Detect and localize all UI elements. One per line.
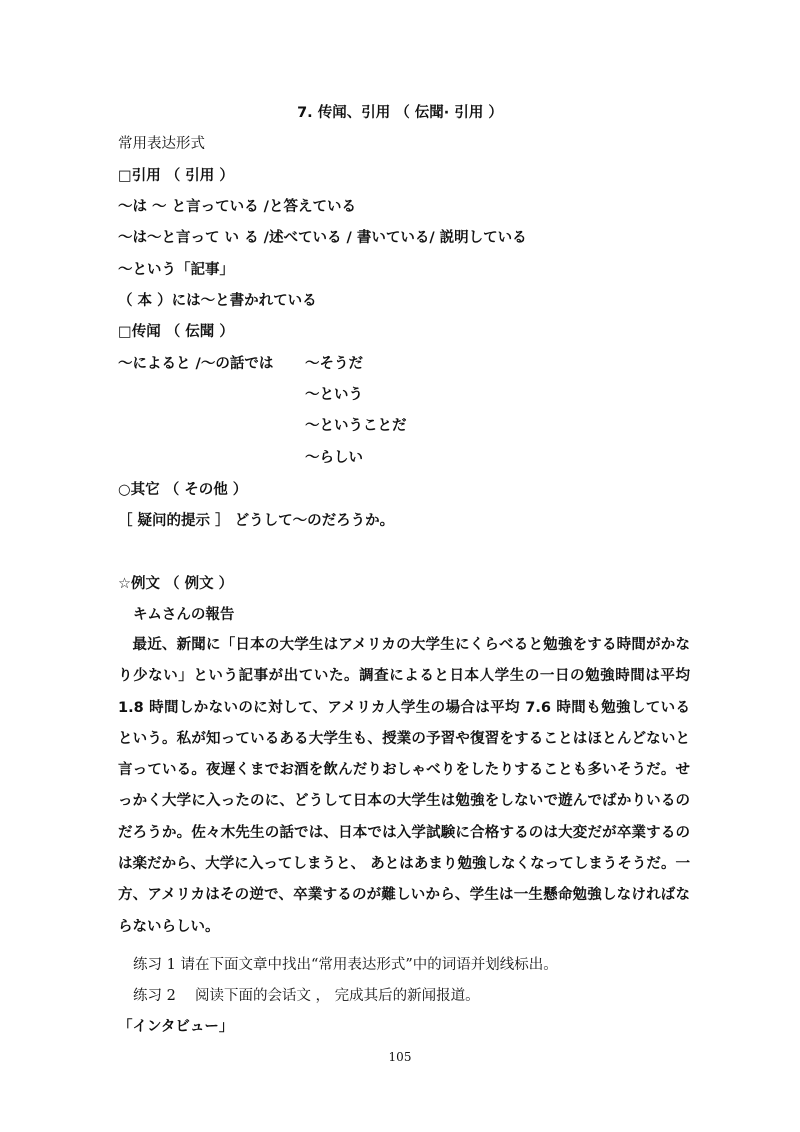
page-number: 105	[388, 1050, 412, 1064]
exercise-1: 练习 1 请在下面文章中找出“常用表达形式”中的词语并划线标出。	[133, 957, 558, 973]
example-subtitle: キムさんの報告	[133, 607, 235, 623]
quote-item-3: 〜という「記事」	[118, 262, 234, 278]
interview-heading: 「インタビュー」	[118, 1019, 234, 1035]
other-heading: ○其它 （ その他 ）	[118, 482, 248, 498]
section-title: 7. 传闻、引用 （ 伝聞· 引用 ）	[297, 105, 503, 121]
example-body: 最近、新聞に「日本の大学生はアメリカの大学生にくらべると勉強をする時間がかなり少ない」という記事が出ていた。調査によると日本人学生の一日の勉強時間は平均 1.8 時間しかないのに対して、アメリカ人学生の場合は平均 7.6 時間も勉強しているという。私が知っているある大学生も、授業の予習や復習をすることはほとんどないと言っている。夜遅くまでお酒を飲んだりおしゃべりをしたりすることも多いそうだ。せっかく大学に入ったのに、どうして日本の大学生は勉強をしないで遊んでばかりいるのだろうか。佐々木先生の話では、日本では入学試験に合格するのは大変だが卒業するのは楽だから、大学に入ってしまうと、 あとはあまり勉強しなくなってしまうそうだ。一方、アメリカはその逆で、卒業するのが難しいから、学生は一生懸命勉強しなければならないらしい。	[118, 637, 690, 935]
quote-item-2: 〜は〜と言って い る /述べている / 書いている/ 説明している	[118, 230, 527, 246]
quote-item-4: （ 本 ）には〜と書かれている	[118, 293, 317, 309]
hearsay-ending-4: 〜らしい	[305, 450, 363, 466]
example-heading: ☆例文 （ 例文 ）	[118, 576, 234, 592]
hearsay-ending-3: 〜ということだ	[305, 418, 407, 434]
other-item: ［ 疑问的提示 ］ どうして〜のだろうか。	[118, 513, 395, 529]
hearsay-ending-1: 〜そうだ	[305, 356, 363, 372]
quote-item-1: 〜は 〜 と言っている /と答えている	[118, 199, 356, 215]
hearsay-heading: □传闻 （ 伝聞 ）	[118, 324, 234, 340]
common-expressions-label: 常用表达形式	[118, 136, 205, 152]
exercise-2: 练习 2 阅读下面的会话文 ， 完成其后的新闻报道。	[133, 988, 480, 1004]
hearsay-source: 〜によると /〜の話では	[118, 356, 274, 372]
hearsay-ending-2: 〜という	[305, 387, 363, 403]
quote-heading: □引用 （ 引用 ）	[118, 168, 234, 184]
